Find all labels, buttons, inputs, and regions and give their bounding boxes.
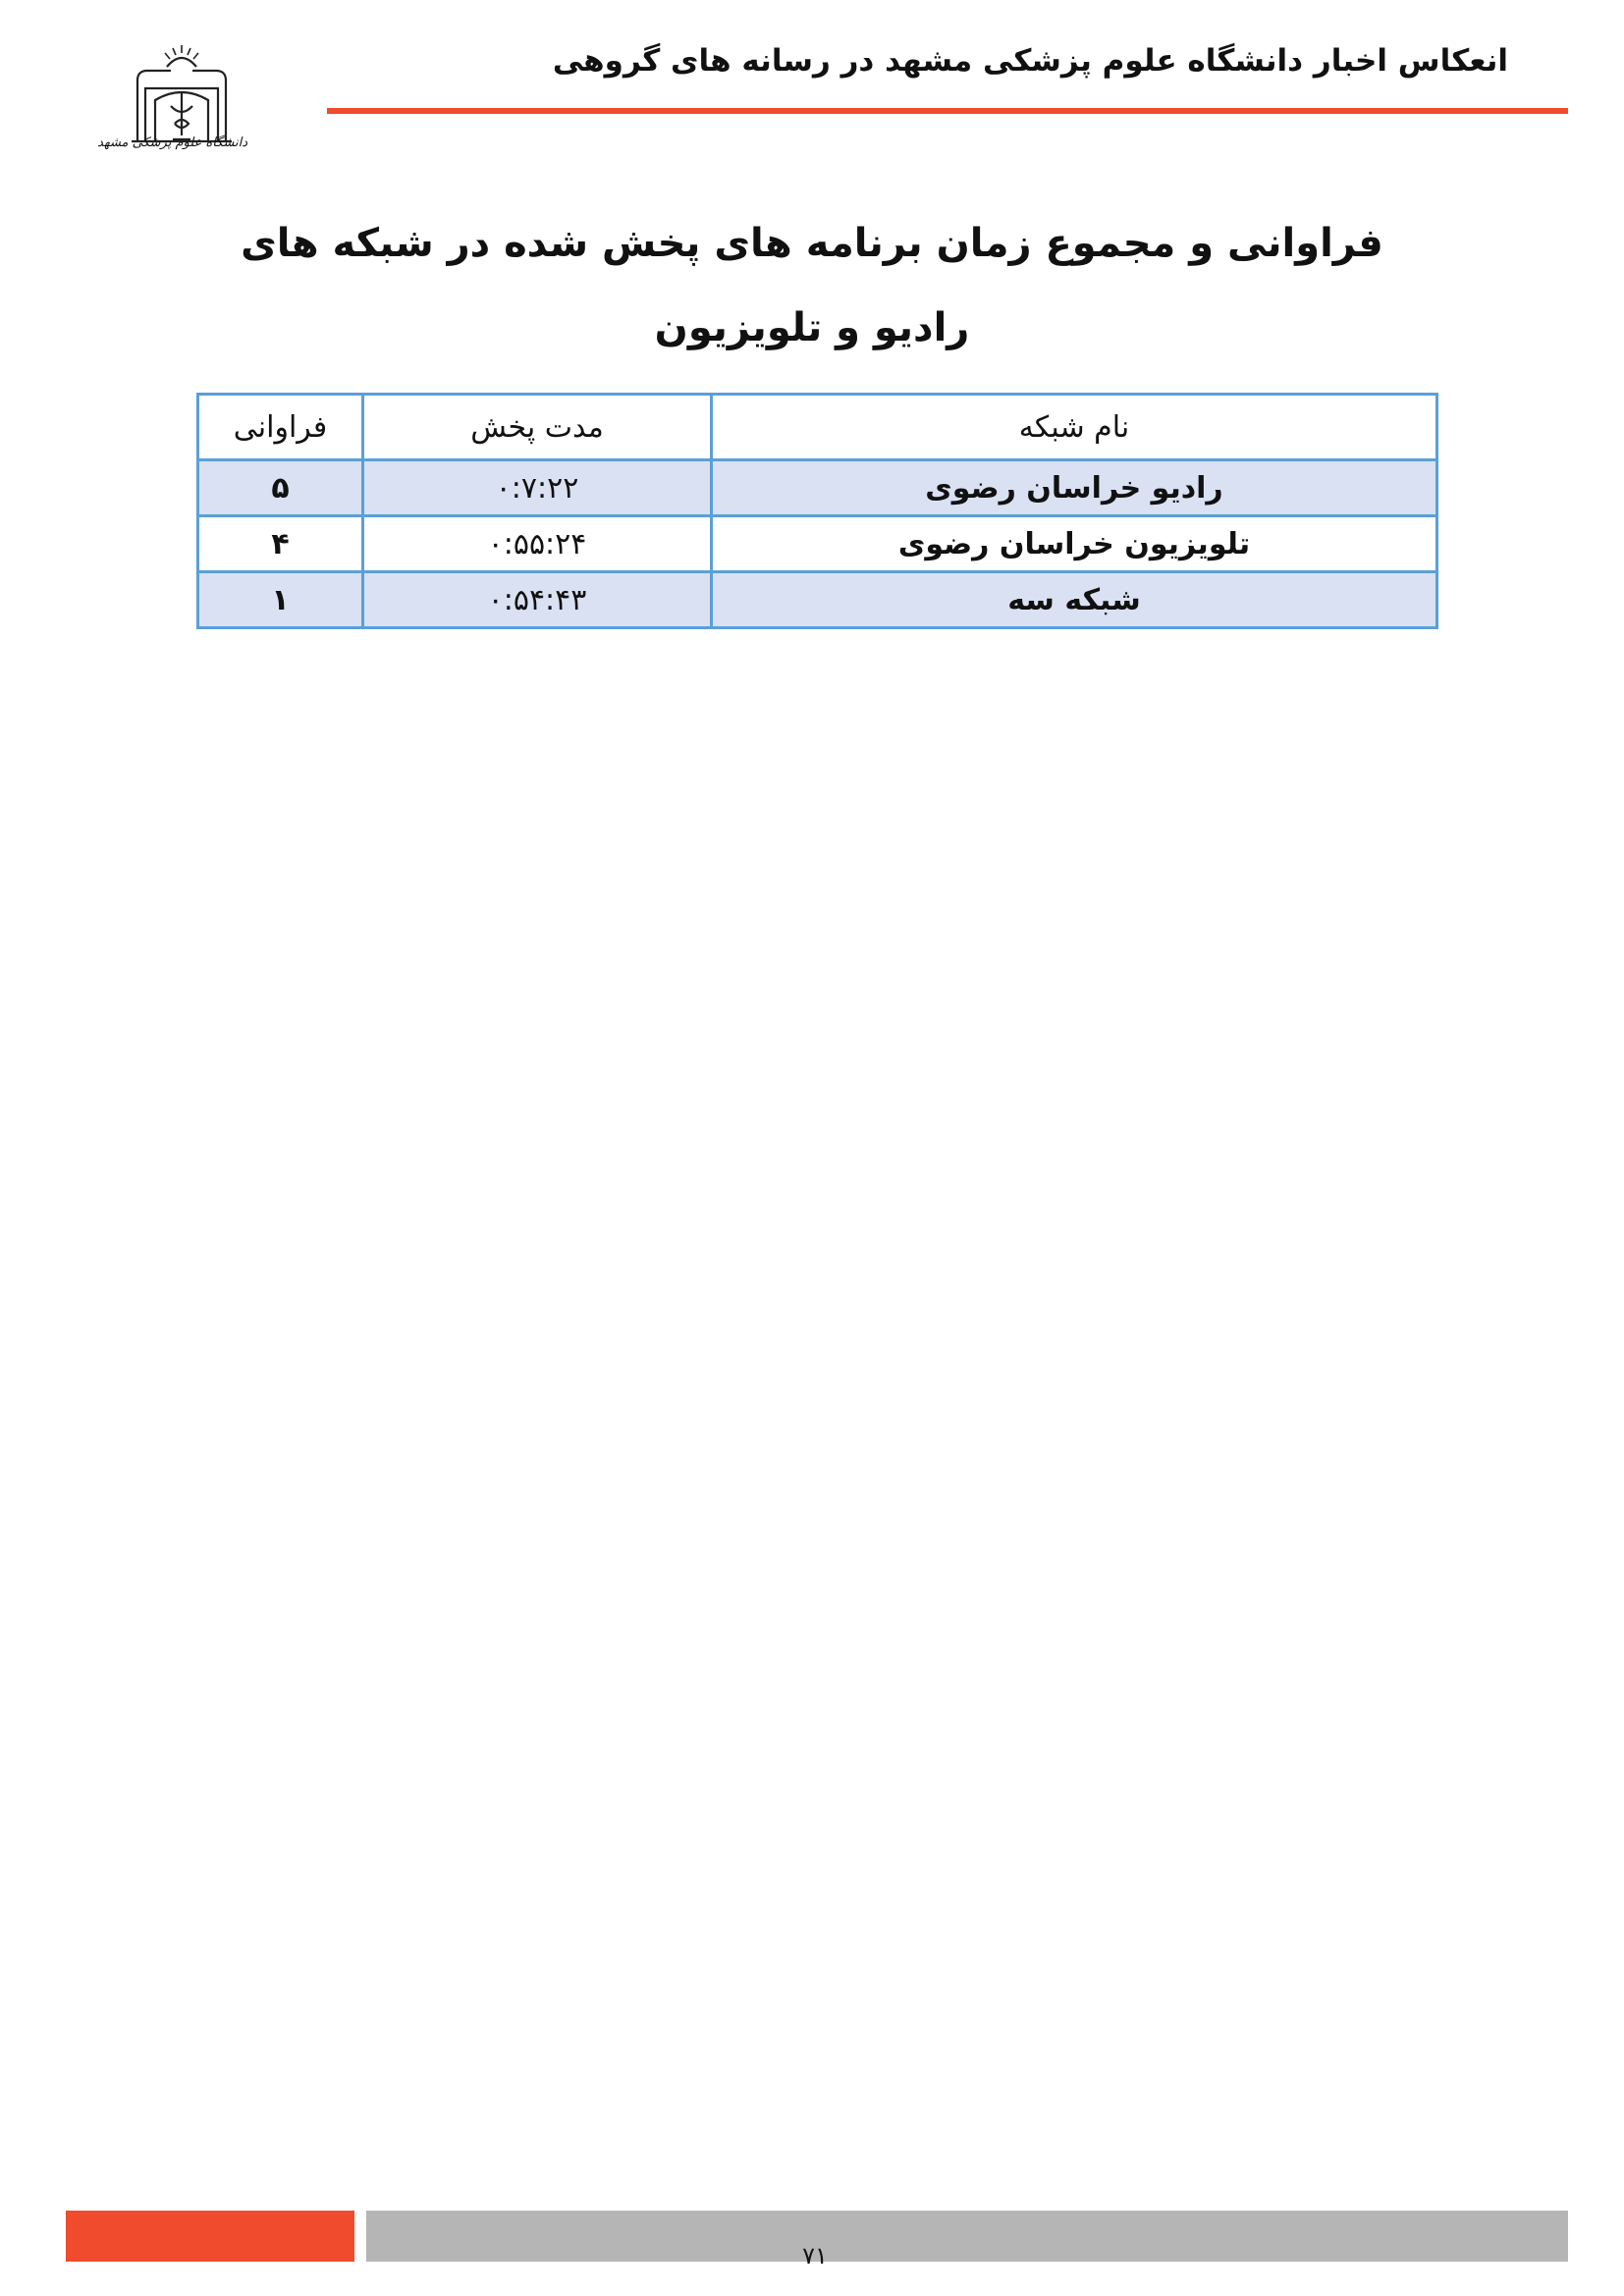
table-row	[198, 460, 1437, 516]
logo-caption: دانشگاه علوم پزشکی مشهد	[97, 135, 247, 150]
duration-cell: ۰:۵۵:۲۴	[363, 516, 712, 572]
broadcast-table	[196, 393, 1438, 629]
header-title: انعکاس اخبار دانشگاه علوم پزشکی مشهد در رسانه های گروهی	[552, 43, 1508, 79]
frequency-cell: ۴	[198, 516, 363, 572]
network-cell: شبکه سه	[712, 572, 1437, 628]
table-header-row	[198, 395, 1437, 460]
page-number: ۷۱	[802, 2242, 828, 2269]
network-cell: تلویزیون خراسان رضوی	[712, 516, 1437, 572]
duration-cell: ۰:۷:۲۲	[363, 460, 712, 516]
frequency-cell: ۵	[198, 460, 363, 516]
duration-cell: ۰:۵۴:۴۳	[363, 572, 712, 628]
frequency-cell: ۱	[198, 572, 363, 628]
network-cell: رادیو خراسان رضوی	[712, 460, 1437, 516]
column-header-network: نام شبکه	[712, 395, 1437, 460]
footer-bar	[366, 2211, 1568, 2262]
column-header-duration: مدت پخش	[363, 395, 712, 460]
footer-accent-bar	[66, 2211, 354, 2262]
table-row	[198, 572, 1437, 628]
column-header-frequency: فراوانی	[198, 395, 363, 460]
table-row	[198, 516, 1437, 572]
document-heading: فراوانی و مجموع زمان برنامه های پخش شده در شبکه های رادیو و تلویزیون	[241, 221, 1383, 350]
header-rule	[327, 108, 1568, 114]
